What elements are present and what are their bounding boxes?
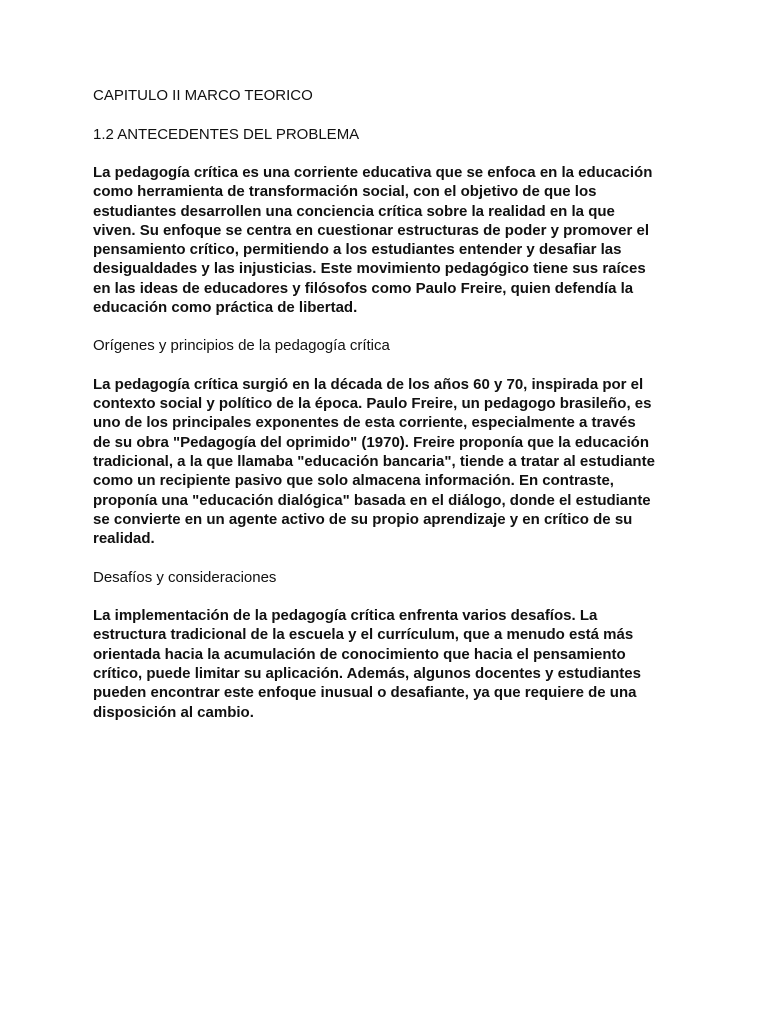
paragraph-line: disposición al cambio.: [93, 703, 254, 721]
paragraph-line: desigualdades y las injusticias. Este movimiento pedagógico tiene sus raíces: [93, 260, 646, 278]
paragraph-origins: [93, 375, 683, 549]
paragraph-line: educación como práctica de libertad.: [93, 299, 358, 317]
paragraph-line: pueden encontrar este enfoque inusual o desafiante, ya que requiere de una: [93, 684, 637, 702]
subheading-challenges: Desafíos y consideraciones: [93, 568, 277, 586]
paragraph-line: pensamiento crítico, permitiendo a los estudiantes entender y desafiar las: [93, 241, 622, 259]
paragraph-line: realidad.: [93, 530, 155, 548]
paragraph-intro: [93, 163, 683, 317]
paragraph-line: proponía una "educación dialógica" basada en el diálogo, donde el estudiante: [93, 491, 651, 509]
section-title: 1.2 ANTECEDENTES DEL PROBLEMA: [93, 125, 360, 143]
paragraph-line: en las ideas de educadores y filósofos como Paulo Freire, quien defendía la: [93, 279, 634, 297]
paragraph-line: La implementación de la pedagogía crítica enfrenta varios desafíos. La: [93, 607, 598, 625]
paragraph-line: uno de los principales exponentes de esta corriente, especialmente a través: [93, 414, 636, 432]
paragraph-line: estructura tradicional de la escuela y el currículum, que a menudo está más: [93, 626, 634, 644]
paragraph-line: La pedagogía crítica es una corriente educativa que se enfoca en la educación: [93, 164, 653, 181]
paragraph-line: crítico, puede limitar su aplicación. Además, algunos docentes y estudiantes: [93, 664, 641, 682]
paragraph-line: contexto social y político de la época. Paulo Freire, un pedagogo brasileño, es: [93, 395, 652, 413]
paragraph-line: se convierte en un agente activo de su propio aprendizaje y en crítico de su: [93, 510, 633, 528]
subheading-origins: Orígenes y principios de la pedagogía crítica: [93, 337, 390, 355]
paragraph-line: como un recipiente pasivo que solo almacena información. En contraste,: [93, 472, 614, 490]
paragraph-line: de su obra "Pedagogía del oprimido" (1970). Freire proponía que la educación: [93, 433, 650, 451]
paragraph-line: estudiantes desarrollen una conciencia crítica sobre la realidad en la que: [93, 202, 615, 220]
paragraph-line: como herramienta de transformación social, con el objetivo de que los: [93, 183, 597, 201]
paragraph-line: tradicional, a la que llamaba "educación bancaria", tiende a tratar al estudiante: [93, 453, 655, 471]
paragraph-line: orientada hacia la acumulación de conocimiento que hacia el pensamiento: [93, 645, 626, 663]
paragraph-line: La pedagogía crítica surgió en la década de los años 60 y 70, inspirada por el: [93, 375, 644, 393]
chapter-title: CAPITULO II MARCO TEORICO: [93, 87, 313, 104]
paragraph-line: viven. Su enfoque se centra en cuestionar estructuras de poder y promover el: [93, 221, 650, 239]
document-page: [93, 86, 683, 741]
paragraph-challenges: [93, 606, 683, 722]
